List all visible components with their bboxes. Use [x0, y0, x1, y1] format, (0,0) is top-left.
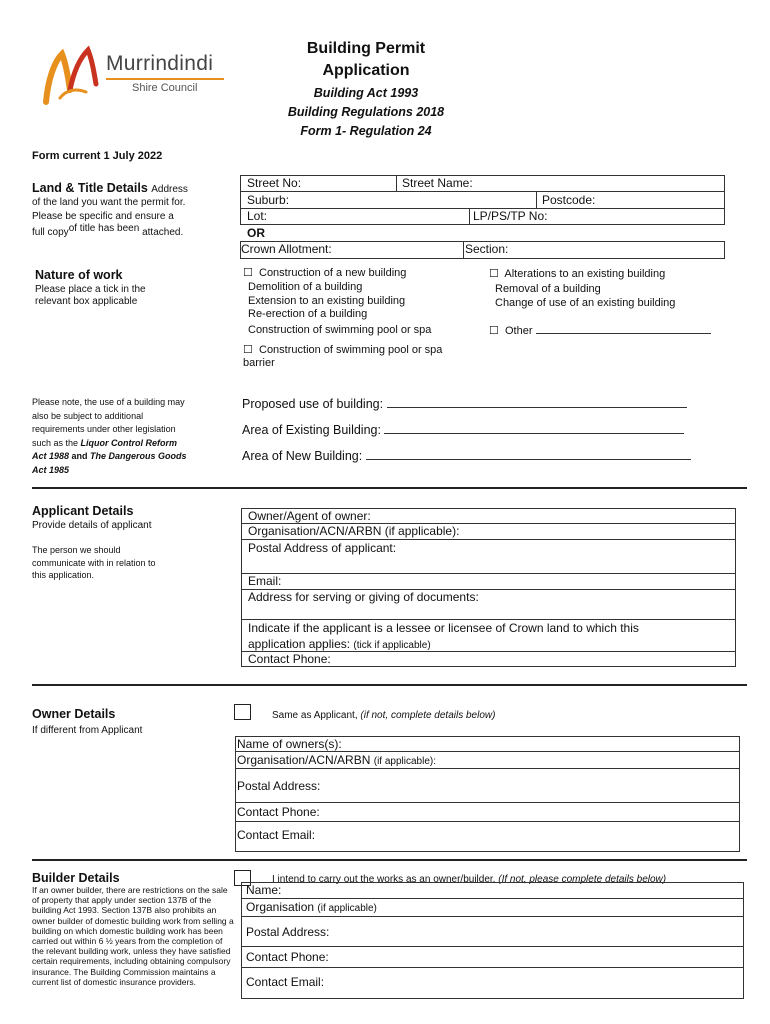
intend-label: I intend to carry out the works as an owner/builder.	[272, 874, 496, 885]
section-divider-2	[32, 684, 747, 686]
legislation-note-l3: requirements under other legislation	[32, 424, 176, 434]
land-desc-4	[32, 223, 184, 238]
legislation-note-l5b: and	[69, 451, 91, 461]
bld-rule-3	[241, 946, 744, 947]
legislation-note-l5c: The Dangerous Goods	[90, 451, 187, 461]
owner-postal-field[interactable]: Postal Address:	[237, 779, 321, 793]
builder-heading: Builder Details	[32, 871, 120, 885]
applicant-email-field[interactable]: Email:	[248, 574, 282, 588]
crown-lessee-line-2[interactable]	[248, 637, 431, 651]
legislation-note-l4	[32, 437, 232, 451]
new-area-line[interactable]	[366, 448, 691, 460]
new-area-field[interactable]	[242, 448, 691, 463]
legislation-note	[32, 396, 232, 477]
land-desc-3: Please be specific and ensure a	[32, 211, 174, 222]
option-change-use[interactable]: Change of use of an existing building	[495, 297, 676, 309]
own-rule-2	[235, 768, 740, 769]
lot-field[interactable]: Lot:	[247, 209, 268, 223]
own-rule-1	[235, 751, 740, 752]
nature-desc-1: Please place a tick in the	[35, 284, 146, 295]
page-title-line2: Application	[322, 62, 410, 79]
land-vrule-2	[536, 191, 537, 208]
existing-area-label: Area of Existing Building:	[242, 423, 381, 437]
same-note: (if not, complete details below)	[360, 710, 496, 721]
proposed-use-label: Proposed use of building:	[242, 397, 384, 411]
legislation-note-l5	[32, 450, 232, 464]
owner-email-field[interactable]: Contact Email:	[237, 828, 316, 842]
applicant-phone-field[interactable]: Contact Phone:	[248, 652, 331, 666]
applicant-org-field[interactable]: Organisation/ACN/ARBN (if applicable):	[248, 524, 460, 538]
option-re-erection[interactable]: Re-erection of a building	[248, 308, 368, 320]
builder-phone-field[interactable]: Contact Phone:	[246, 950, 329, 964]
owner-desc: If different from Applicant	[32, 725, 143, 736]
section-divider-1	[32, 487, 747, 489]
proposed-use-line[interactable]	[387, 396, 687, 408]
land-heading	[32, 181, 188, 195]
legislation-note-l5a: Act 1988	[32, 451, 70, 461]
checkbox-icon[interactable]: ☐	[489, 268, 499, 280]
land-heading-text: Land & Title Details	[32, 181, 148, 195]
legislation-note-l4a: such as the	[32, 437, 81, 448]
land-vrule-4	[463, 241, 464, 259]
land-desc-1: Address	[151, 184, 188, 195]
checkbox-icon[interactable]: ☐	[243, 267, 253, 279]
nature-desc-2: relevant box applicable	[35, 296, 138, 307]
proposed-use-field[interactable]	[242, 396, 687, 411]
serving-address-field[interactable]: Address for serving or giving of documents:	[248, 590, 479, 604]
new-area-label: Area of New Building:	[242, 449, 363, 463]
option-demolition[interactable]: Demolition of a building	[248, 281, 363, 293]
crown-lessee-label: application applies:	[248, 637, 351, 651]
builder-name-field[interactable]: Name:	[246, 883, 282, 897]
app-rule-2	[241, 539, 736, 540]
owner-heading: Owner Details	[32, 707, 116, 721]
land-rule-1	[240, 191, 725, 192]
land-desc-4a: full copy	[32, 227, 69, 238]
option-new-building[interactable]	[243, 266, 406, 279]
street-no-field[interactable]: Street No:	[247, 176, 302, 190]
land-desc-2: of the land you want the permit for.	[32, 197, 186, 208]
suburb-field[interactable]: Suburb:	[247, 193, 290, 207]
app-rule-3	[241, 573, 736, 574]
land-vrule-3	[469, 208, 470, 225]
owner-org-note: (if applicable):	[373, 756, 436, 767]
applicant-heading: Applicant Details	[32, 504, 134, 518]
builder-email-field[interactable]: Contact Email:	[246, 975, 325, 989]
builder-org-label: Organisation	[246, 900, 315, 914]
builder-postal-field[interactable]: Postal Address:	[246, 925, 330, 939]
builder-org-field[interactable]	[246, 900, 377, 914]
form-current: Form current 1 July 2022	[32, 150, 163, 162]
option-other[interactable]	[489, 322, 711, 337]
option-extension[interactable]: Extension to an existing building	[248, 295, 406, 307]
checkbox-icon[interactable]: ☐	[243, 344, 253, 356]
own-rule-4	[235, 821, 740, 822]
same-as-applicant-label	[272, 710, 495, 721]
app-rule-5	[241, 619, 736, 620]
bld-rule-1	[241, 898, 744, 899]
nature-heading: Nature of work	[35, 268, 123, 282]
checkbox-icon[interactable]: ☐	[489, 325, 499, 337]
intend-note: (If not, please complete details below)	[498, 874, 667, 885]
option-removal[interactable]: Removal of a building	[495, 283, 601, 295]
builder-note: If an owner builder, there are restrictions on the sale of property that apply under section 137B of the building Act 1993. Section 137B also prohibits an owner builder of domestic building work from selling a building on which domestic building work has been carried out within 6 ½ years from the completion of the relevant building work, unless they have satisfied certain requirements, including obtaining compulsory insurance. The Building Commission maintains a current list of domestic insurance providers.	[32, 885, 234, 987]
option-alter-label: Alterations to an existing building	[504, 268, 666, 280]
applicant-desc: Provide details of applicant	[32, 520, 152, 531]
same-label: Same as Applicant,	[272, 710, 358, 721]
land-or-label: OR	[247, 226, 265, 240]
header-regs: Building Regulations 2018	[287, 105, 445, 119]
option-other-label: Other	[505, 325, 533, 337]
other-input-line[interactable]	[536, 322, 711, 334]
owner-agent-field[interactable]: Owner/Agent of owner:	[248, 509, 371, 523]
legislation-note-l4b: Liquor Control Reform	[80, 437, 178, 448]
page-title-line1: Building Permit	[306, 40, 426, 57]
owner-phone-field[interactable]: Contact Phone:	[237, 805, 320, 819]
option-barrier-label-2: barrier	[243, 357, 275, 369]
legislation-note-l1: Please note, the use of a building may	[32, 397, 185, 407]
applicant-note-1: The person we should	[32, 545, 121, 555]
owner-org-field[interactable]	[237, 753, 436, 767]
header-act: Building Act 1993	[313, 86, 419, 100]
crown-allotment-field[interactable]: Crown Allotment:	[241, 242, 332, 256]
land-vrule-1	[396, 175, 397, 192]
builder-org-note: (if applicable)	[317, 903, 377, 914]
same-as-applicant-checkbox[interactable]	[234, 704, 251, 720]
owner-org-label: Organisation/ACN/ARBN	[237, 753, 371, 767]
bld-rule-4	[241, 967, 744, 968]
applicant-postal-field[interactable]: Postal Address of applicant:	[248, 541, 397, 555]
applicant-note-3: this application.	[32, 570, 95, 580]
owner-names-field[interactable]: Name of owners(s):	[237, 737, 342, 751]
section-field[interactable]: Section:	[465, 242, 509, 256]
crown-tick-note: (tick if applicable)	[353, 640, 431, 651]
applicant-note-2: communicate with in relation to	[32, 558, 156, 568]
legislation-note-l2: also be subject to additional	[32, 410, 144, 421]
section-divider-3	[32, 859, 747, 861]
option-pool-barrier[interactable]	[243, 343, 442, 356]
logo-brand: Murrindindi	[106, 52, 214, 75]
lp-field[interactable]: LP/PS/TP No:	[473, 209, 548, 223]
street-name-field[interactable]: Street Name:	[402, 176, 473, 190]
legislation-note-l6: Act 1985	[32, 464, 70, 475]
header-form: Form 1- Regulation 24	[300, 124, 432, 138]
logo-sub: Shire Council	[132, 82, 198, 94]
option-pool[interactable]: Construction of swimming pool or spa	[248, 324, 432, 336]
crown-lessee-line-1: Indicate if the applicant is a lessee or licensee of Crown land to which this	[248, 621, 639, 635]
own-rule-3	[235, 802, 740, 803]
option-barrier-label: Construction of swimming pool or spa	[259, 344, 443, 356]
existing-area-field[interactable]	[242, 422, 684, 437]
existing-area-line[interactable]	[384, 422, 684, 434]
postcode-field[interactable]: Postcode:	[542, 193, 596, 207]
bld-rule-2	[241, 916, 744, 917]
option-new-label: Construction of a new building	[259, 267, 407, 279]
land-desc-4b: of title has been	[68, 223, 140, 234]
land-desc-4c: attached.	[142, 227, 184, 238]
option-alterations[interactable]	[489, 267, 665, 280]
